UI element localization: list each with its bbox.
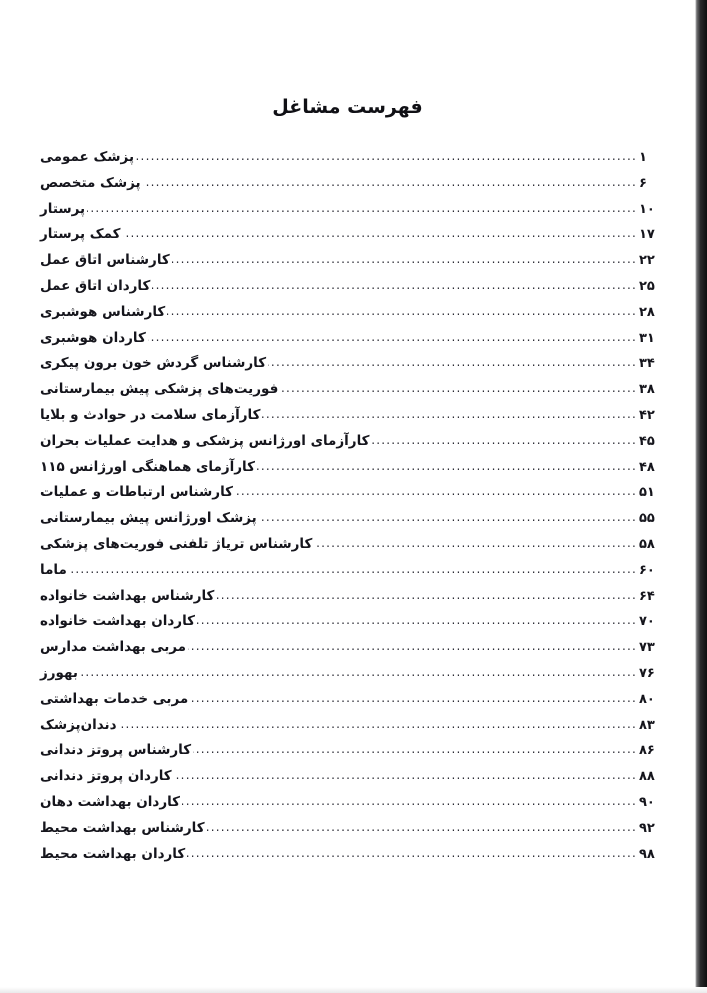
toc-entry-page-number: ۸۳ xyxy=(639,717,655,733)
toc-entry-label: پزشک متخصص xyxy=(40,174,141,191)
toc-entry-page-number: ۵۱ xyxy=(639,485,655,501)
toc-entry-label: مربی بهداشت مدارس xyxy=(40,639,187,656)
toc-leader-dots xyxy=(187,845,637,858)
toc-entry[interactable] xyxy=(36,741,665,767)
toc-leader-dots xyxy=(123,225,637,238)
toc-leader-dots xyxy=(216,587,637,600)
toc-entry-page-number: ۷۶ xyxy=(639,665,655,681)
toc-leader-dots xyxy=(193,741,637,754)
toc-entry-label: کمک پرستار xyxy=(40,226,121,243)
toc-entry[interactable] xyxy=(36,612,665,638)
toc-entry[interactable] xyxy=(36,225,665,251)
toc-leader-dots xyxy=(197,612,637,625)
toc-entry-label: کارآزمای هماهنگی اورژانس ۱۱۵ xyxy=(40,458,255,475)
table-of-contents xyxy=(36,148,665,870)
toc-leader-dots xyxy=(207,819,637,832)
toc-entry[interactable] xyxy=(36,200,665,226)
toc-entry-label: مربی خدمات بهداشتی xyxy=(40,690,189,707)
toc-entry-page-number: ۱۰ xyxy=(639,201,655,217)
toc-entry[interactable] xyxy=(36,329,665,355)
toc-entry[interactable] xyxy=(36,251,665,277)
toc-entry-page-number: ۴۲ xyxy=(639,407,655,423)
page-edge-shadow xyxy=(695,0,707,993)
toc-leader-dots xyxy=(190,690,637,703)
toc-entry-label: کارشناس ارتباطات و عملیات xyxy=(40,484,233,501)
toc-entry-label: کارشناس تریاژ تلفنی فوریت‌های پزشکی xyxy=(40,535,313,552)
toc-entry-label: کاردان پروتز دندانی xyxy=(40,768,172,785)
toc-entry-page-number: ۶۴ xyxy=(639,588,655,604)
toc-entry[interactable] xyxy=(36,354,665,380)
toc-entry-label: پزشک اورژانس پیش بیمارستانی xyxy=(40,510,257,527)
toc-leader-dots xyxy=(268,354,637,367)
toc-entry[interactable] xyxy=(36,535,665,561)
toc-entry-page-number: ۷۳ xyxy=(639,640,655,656)
toc-entry[interactable] xyxy=(36,587,665,613)
toc-entry-label: کاردان بهداشت خانواده xyxy=(40,613,195,630)
toc-entry-page-number: ۸۰ xyxy=(639,691,655,707)
toc-entry[interactable] xyxy=(36,458,665,484)
toc-entry-label: کارشناس هوشبری xyxy=(40,303,166,320)
toc-entry-label: کارشناس گردش خون برون پیکری xyxy=(40,355,267,372)
toc-entry[interactable] xyxy=(36,793,665,819)
toc-entry-label: کاردان اتاق عمل xyxy=(40,277,151,294)
toc-entry-page-number: ۶ xyxy=(639,175,647,191)
toc-leader-dots xyxy=(280,380,637,393)
toc-entry-page-number: ۶۰ xyxy=(639,562,655,578)
toc-entry-label: کارآزمای سلامت در حوادث و بلایا xyxy=(40,406,261,423)
toc-leader-dots xyxy=(182,793,637,806)
toc-entry[interactable] xyxy=(36,432,665,458)
toc-entry[interactable] xyxy=(36,845,665,871)
toc-leader-dots xyxy=(257,458,637,471)
toc-entry[interactable] xyxy=(36,561,665,587)
toc-entry-page-number: ۳۸ xyxy=(639,382,655,398)
toc-entry-label: کاردان هوشبری xyxy=(40,329,146,346)
toc-leader-dots xyxy=(148,329,637,342)
toc-entry-label: پرستار xyxy=(40,200,86,217)
toc-leader-dots xyxy=(87,200,637,213)
toc-entry-page-number: ۹۲ xyxy=(639,820,655,836)
toc-leader-dots xyxy=(152,277,637,290)
page-bottom-edge xyxy=(0,987,707,993)
toc-leader-dots xyxy=(314,535,637,548)
toc-entry-label: فوریت‌های پزشکی پیش بیمارستانی xyxy=(40,381,279,398)
toc-entry-page-number: ۹۸ xyxy=(639,846,655,862)
toc-entry[interactable] xyxy=(36,690,665,716)
toc-entry-page-number: ۷۰ xyxy=(639,614,655,630)
toc-entry[interactable] xyxy=(36,509,665,535)
toc-entry-label: بهورز xyxy=(40,664,78,681)
toc-entry-page-number: ۸۸ xyxy=(639,769,655,785)
toc-leader-dots xyxy=(167,303,637,316)
toc-entry-label: پزشک عمومی xyxy=(40,149,135,165)
toc-entry-label: کاردان بهداشت دهان xyxy=(40,793,181,810)
toc-entry-page-number: ۵۸ xyxy=(639,536,655,552)
toc-entry-page-number: ۵۵ xyxy=(639,511,655,527)
toc-leader-dots xyxy=(259,509,637,522)
toc-entry[interactable] xyxy=(36,277,665,303)
toc-entry-page-number: ۹۰ xyxy=(639,794,655,810)
toc-entry[interactable] xyxy=(36,174,665,200)
toc-entry-page-number: ۲۲ xyxy=(639,253,655,269)
toc-entry[interactable] xyxy=(36,819,665,845)
toc-leader-dots xyxy=(143,174,637,187)
toc-entry-page-number: ۲۵ xyxy=(639,278,655,294)
toc-leader-dots xyxy=(80,664,637,677)
toc-leader-dots xyxy=(69,561,637,574)
toc-entry-page-number: ۱ xyxy=(639,150,647,165)
page-title: فهرست مشاغل xyxy=(272,96,423,118)
toc-entry[interactable] xyxy=(36,148,665,174)
toc-entry-label: کارآزمای اورژانس پزشکی و هدایت عملیات بحران xyxy=(40,432,370,449)
toc-leader-dots xyxy=(172,251,637,264)
toc-entry-page-number: ۴۸ xyxy=(639,459,655,475)
toc-entry-page-number: ۳۱ xyxy=(639,330,655,346)
toc-entry-label: کاردان بهداشت محیط xyxy=(40,845,186,862)
toc-entry-page-number: ۸۶ xyxy=(639,743,655,759)
toc-leader-dots xyxy=(188,638,637,651)
toc-leader-dots xyxy=(136,148,637,161)
toc-entry[interactable] xyxy=(36,303,665,329)
toc-leader-dots xyxy=(372,432,638,445)
toc-entry[interactable] xyxy=(36,638,665,664)
toc-entry-label: ماما xyxy=(40,561,67,578)
toc-entry[interactable] xyxy=(36,664,665,690)
toc-entry-label: کارشناس اتاق عمل xyxy=(40,252,170,269)
toc-entry[interactable] xyxy=(36,767,665,793)
toc-leader-dots xyxy=(235,483,637,496)
toc-entry[interactable] xyxy=(36,406,665,432)
toc-entry-label: کارشناس بهداشت خانواده xyxy=(40,587,215,604)
toc-entry[interactable] xyxy=(36,483,665,509)
toc-leader-dots xyxy=(119,716,637,729)
toc-entry-label: کارشناس بهداشت محیط xyxy=(40,819,205,836)
toc-entry-label: دندان‌پزشک xyxy=(40,716,117,733)
toc-entry[interactable] xyxy=(36,716,665,742)
toc-entry-page-number: ۴۵ xyxy=(639,433,655,449)
toc-entry[interactable] xyxy=(36,380,665,406)
toc-leader-dots xyxy=(174,767,637,780)
toc-entry-page-number: ۳۴ xyxy=(639,356,655,372)
toc-entry-page-number: ۲۸ xyxy=(639,304,655,320)
toc-leader-dots xyxy=(262,406,637,419)
toc-entry-page-number: ۱۷ xyxy=(639,227,655,243)
toc-entry-label: کارشناس پروتز دندانی xyxy=(40,742,192,759)
